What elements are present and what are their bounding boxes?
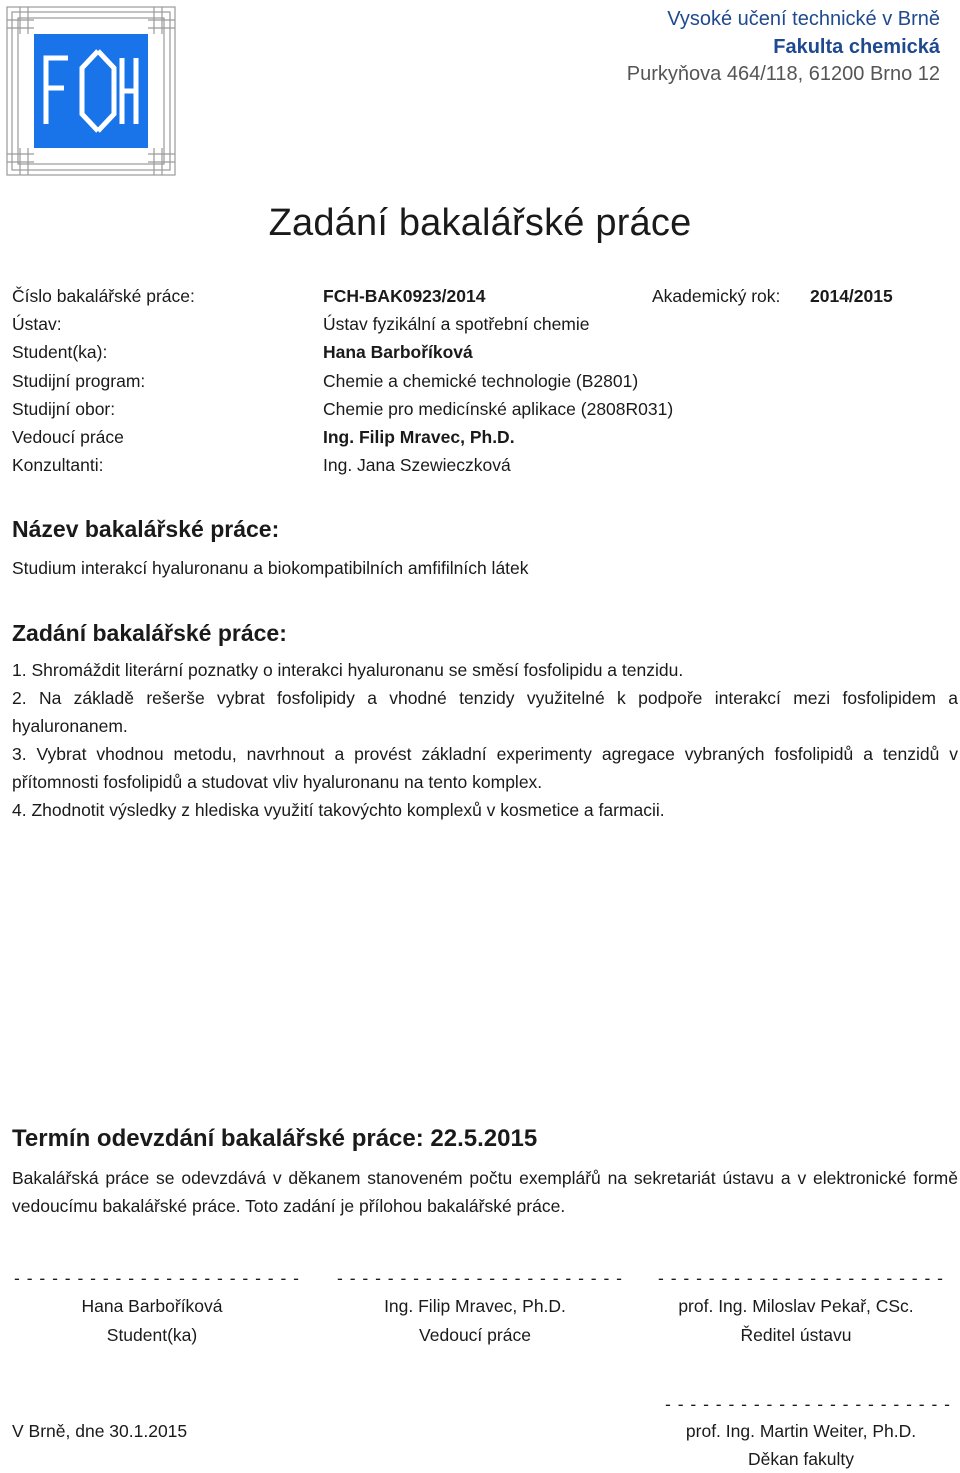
signature-line: - - - - - - - - - - - - - - - - - - - - - - -	[337, 1268, 624, 1288]
supervisor-label: Vedoucí práce	[12, 427, 124, 447]
university-name: Vysoké učení technické v Brně	[667, 8, 940, 30]
academic-year-value: 2014/2015	[810, 286, 893, 306]
assignment-item: 2. Na základě rešerše vybrat fosfolipidy a vhodné tenzidy využitelné k podpoře interakcí mezi fosfolipidem a hyaluronanem.	[12, 688, 958, 736]
assignment-item: 3. Vybrat vhodnou metodu, navrhnout a provést základní experimenty agregace vybraných fosfolipidů a tenzidů v přítomnosti fosfolipidů a studovat vliv hyaluronanu na tento komplex.	[12, 744, 958, 792]
assignment-heading: Zadání bakalářské práce:	[12, 620, 287, 646]
dean-signature-role: Děkan fakulty	[747, 1449, 855, 1469]
academic-year-label: Akademický rok:	[652, 286, 781, 306]
consultants-value: Ing. Jana Szewieczková	[323, 455, 511, 475]
page-title: Zadání bakalářské práce	[268, 202, 692, 244]
supervisor-signature-role: Vedoucí práce	[419, 1325, 531, 1345]
deadline-text: Bakalářská práce se odevzdává v děkanem stanoveném počtu exemplářů na sekretariát ústavu a v elektronické formě vedoucímu bakalářské práce. Toto zadání je přílohou bakalářské práce.	[12, 1168, 958, 1216]
faculty-address: Purkyňova 464/118, 61200 Brno 12	[626, 63, 940, 85]
thesis-number-label: Číslo bakalářské práce:	[12, 286, 195, 306]
dean-signature-name: prof. Ing. Martin Weiter, Ph.D.	[685, 1421, 917, 1441]
faculty-logo	[6, 6, 176, 176]
thesis-title: Studium interakcí hyaluronanu a biokompatibilních amfifilních látek	[12, 558, 529, 578]
fch-logo-icon	[6, 6, 176, 176]
director-signature-name: prof. Ing. Miloslav Pekař, CSc.	[678, 1296, 914, 1316]
student-signature-name: Hana Barboříková	[81, 1296, 223, 1316]
place-date: V Brně, dne 30.1.2015	[12, 1421, 188, 1441]
institute-value: Ústav fyzikální a spotřební chemie	[323, 314, 590, 334]
study-program-label: Studijní program:	[12, 371, 146, 391]
student-value: Hana Barboříková	[323, 342, 473, 362]
consultants-label: Konzultanti:	[12, 455, 104, 475]
assignment-item: 4. Zhodnotit výsledky z hlediska využití takovýchto komplexů v kosmetice a farmacii.	[12, 800, 665, 820]
director-signature-role: Ředitel ústavu	[740, 1325, 852, 1345]
student-label: Student(ka):	[12, 342, 108, 362]
signature-line: - - - - - - - - - - - - - - - - - - - - - - -	[658, 1268, 945, 1288]
study-field-label: Studijní obor:	[12, 399, 116, 419]
signature-line: - - - - - - - - - - - - - - - - - - - - - - -	[665, 1394, 952, 1414]
supervisor-value: Ing. Filip Mravec, Ph.D.	[323, 427, 515, 447]
thesis-number-value: FCH-BAK0923/2014	[323, 286, 486, 306]
student-signature-role: Student(ka)	[106, 1325, 198, 1345]
institute-label: Ústav:	[12, 314, 62, 334]
signature-line: - - - - - - - - - - - - - - - - - - - - - - -	[14, 1268, 301, 1288]
study-program-value: Chemie a chemické technologie (B2801)	[323, 371, 639, 391]
faculty-name: Fakulta chemická	[773, 36, 940, 58]
supervisor-signature-name: Ing. Filip Mravec, Ph.D.	[384, 1296, 566, 1316]
study-field-value: Chemie pro medicínské aplikace (2808R031)	[323, 399, 674, 419]
deadline-heading: Termín odevzdání bakalářské práce: 22.5.2015	[12, 1125, 538, 1152]
thesis-title-heading: Název bakalářské práce:	[12, 516, 280, 542]
assignment-item: 1. Shromáždit literární poznatky o interakci hyaluronanu se směsí fosfolipidu a tenzidu.	[12, 660, 684, 680]
